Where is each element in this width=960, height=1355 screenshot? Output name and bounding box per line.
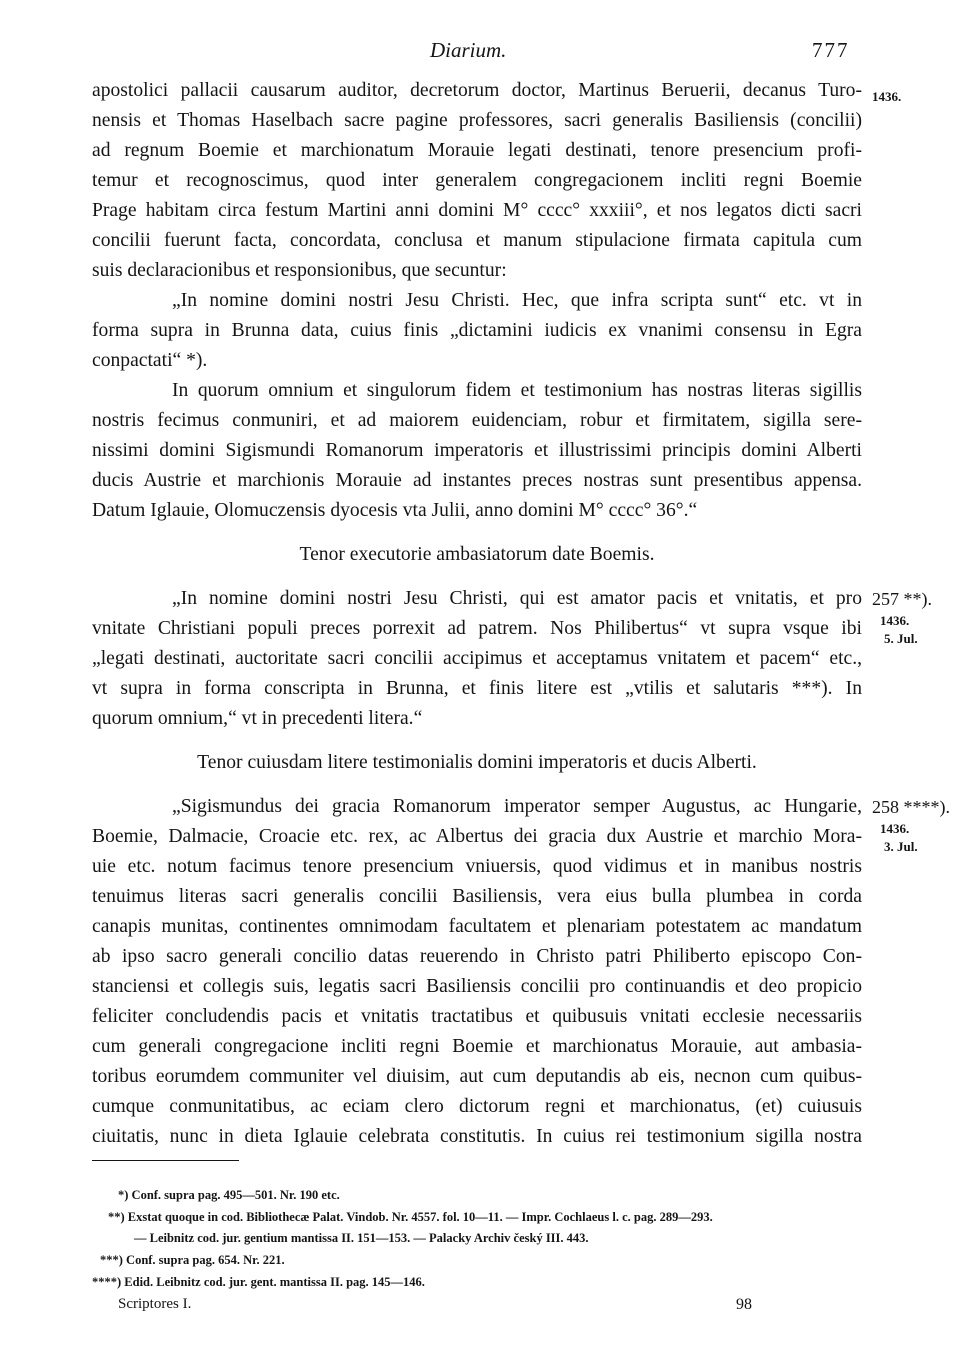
section-heading: Tenor executorie ambasiatorum date Boemis. — [299, 544, 655, 565]
text-line: ab ipso sacro generali concilio datas reuerendo in Christo patri Philiberto episcopo Con- — [92, 946, 862, 967]
footnote-continuation: — Leibnitz cod. jur. gentium mantissa II. 151—153. — Palacky Archiv český III. 443. — [134, 1231, 589, 1245]
text-line: apostolici pallacii causarum auditor, decretorum doctor, Martinus Beruerii, decanus Turo- — [92, 80, 862, 101]
margin-year: 1436. — [880, 821, 910, 836]
margin-document-number: 257 **). — [872, 589, 932, 609]
text-line: Datum Iglauie, Olomuczensis dyocesis vta Julii, anno domini M° cccc° 36°.“ — [92, 500, 698, 521]
text-line: forma supra in Brunna data, cuius finis „dictamini iudicis ex vnanimi consensu in Egra — [92, 320, 862, 341]
text-line: stanciensi et collegis suis, legatis sacri Basiliensis concilii pro continuandis et deo propicio — [92, 976, 862, 997]
text-line: vnitate Christiani populi preces porrexit ad patrem. Nos Philibertus“ vt supra vsque ibi — [92, 618, 862, 639]
footnote: ***) Conf. supra pag. 654. Nr. 221. — [100, 1253, 285, 1267]
text-line: Boemie, Dalmacie, Croacie etc. rex, ac Albertus dei gracia dux Austrie et marchio Mora- — [92, 826, 862, 847]
text-line: „Sigismundus dei gracia Romanorum imperator semper Augustus, ac Hungarie, — [172, 796, 862, 817]
text-line: ciuitatis, nunc in dieta Iglauie celebrata constitutis. In cuius rei testimonium sigilla nostra — [92, 1126, 862, 1147]
running-title: Diarium. — [430, 38, 507, 62]
margin-date: 3. Jul. — [884, 839, 918, 854]
text-line: temur et recognoscimus, quod inter generalem congregacionem incliti regni Boemie — [92, 170, 862, 191]
text-line: In quorum omnium et singulorum fidem et testimonium has nostras literas sigillis — [172, 380, 862, 401]
text-line: canapis munitas, continentes omnimodam facultatem et plenariam potestatem ac mandatum — [92, 916, 862, 937]
margin-date: 5. Jul. — [884, 631, 918, 646]
section-heading: Tenor cuiusdam litere testimonialis domini imperatoris et ducis Alberti. — [197, 752, 757, 773]
page-number: 777 — [812, 38, 850, 62]
text-line: ducis Austrie et marchionis Morauie ad instantes preces nostras sunt presentibus appensa. — [92, 470, 862, 491]
text-line: cumque conmunitatibus, ac eciam clero dictorum regni et marchionatus, (et) cuiusuis — [92, 1096, 862, 1117]
text-line: uie etc. notum facimus tenore presencium vniuersis, quod vidimus et in manibus nostris — [92, 856, 862, 877]
text-line: suis declaracionibus et responsionibus, que secuntur: — [92, 260, 507, 281]
text-line: toribus eorumdem communiter vel diuisim, aut cum deputandis ab eis, necnon cum quibus- — [92, 1066, 862, 1087]
text-line: „In nomine domini nostri Jesu Christi. Hec, que infra scripta sunt“ etc. vt in — [172, 290, 862, 311]
text-line: „In nomine domini nostri Jesu Christi, qui est amator pacis et vnitatis, et pro — [172, 588, 862, 609]
text-line: nensis et Thomas Haselbach sacre pagine professores, sacri generalis Basiliensis (concilii) — [92, 110, 862, 131]
text-line: Prage habitam circa festum Martini anni domini M° cccc° xxxiii°, et nos legatos dicti sacri — [92, 200, 862, 221]
footnote: ****) Edid. Leibnitz cod. jur. gent. mantissa II. pag. 145—146. — [92, 1275, 425, 1289]
text-line: ad regnum Boemie et marchionatum Morauie legati destinati, tenore presencium profi- — [92, 140, 862, 161]
margin-year: 1436. — [880, 613, 910, 628]
text-line: tenuimus literas sacri generalis concilii Basiliensis, vera eius bulla plumbea in corda — [92, 886, 862, 907]
text-line: cum generali congregacione incliti regni Boemie et marchionatus Morauie, aut ambasia- — [92, 1036, 862, 1057]
text-line: vt supra in forma conscripta in Brunna, et finis litere est „vtilis et salutaris ***). In — [92, 678, 862, 699]
text-line: „legati destinati, auctoritate sacri concilii accipimus et acceptamus vnitatem et pacem“ etc., — [92, 648, 862, 669]
text-line: conpactati“ *). — [92, 350, 208, 371]
sheet-number: 98 — [736, 1296, 752, 1313]
footnote: *) Conf. supra pag. 495—501. Nr. 190 etc. — [118, 1188, 340, 1202]
text-line: nissimi domini Sigismundi Romanorum imperatoris et illustrissimi principis domini Alberti — [92, 440, 862, 461]
text-line: feliciter concludendis pacis et vnitatis tractatibus et quibusuis vnitati ecclesie necessariis — [92, 1006, 862, 1027]
margin-document-number: 258 ****). — [872, 797, 950, 817]
text-line: nostris fecimus conmuniri, et ad maiorem euidenciam, robur et firmitatem, sigilla sere- — [92, 410, 862, 431]
text-line: concilii fuerunt facta, concordata, conclusa et manum stipulacione firmata capitula cum — [92, 230, 862, 251]
margin-year: 1436. — [872, 89, 902, 104]
text-line: quorum omnium,“ vt in precedenti litera.“ — [92, 708, 423, 729]
footnote-rule — [92, 1160, 239, 1161]
signature-mark: Scriptores I. — [118, 1296, 192, 1312]
footnote: **) Exstat quoque in cod. Bibliothecæ Palat. Vindob. Nr. 4557. fol. 10—11. — Impr. Cochlaeus l. c. pag. 289—293. — [108, 1210, 713, 1224]
